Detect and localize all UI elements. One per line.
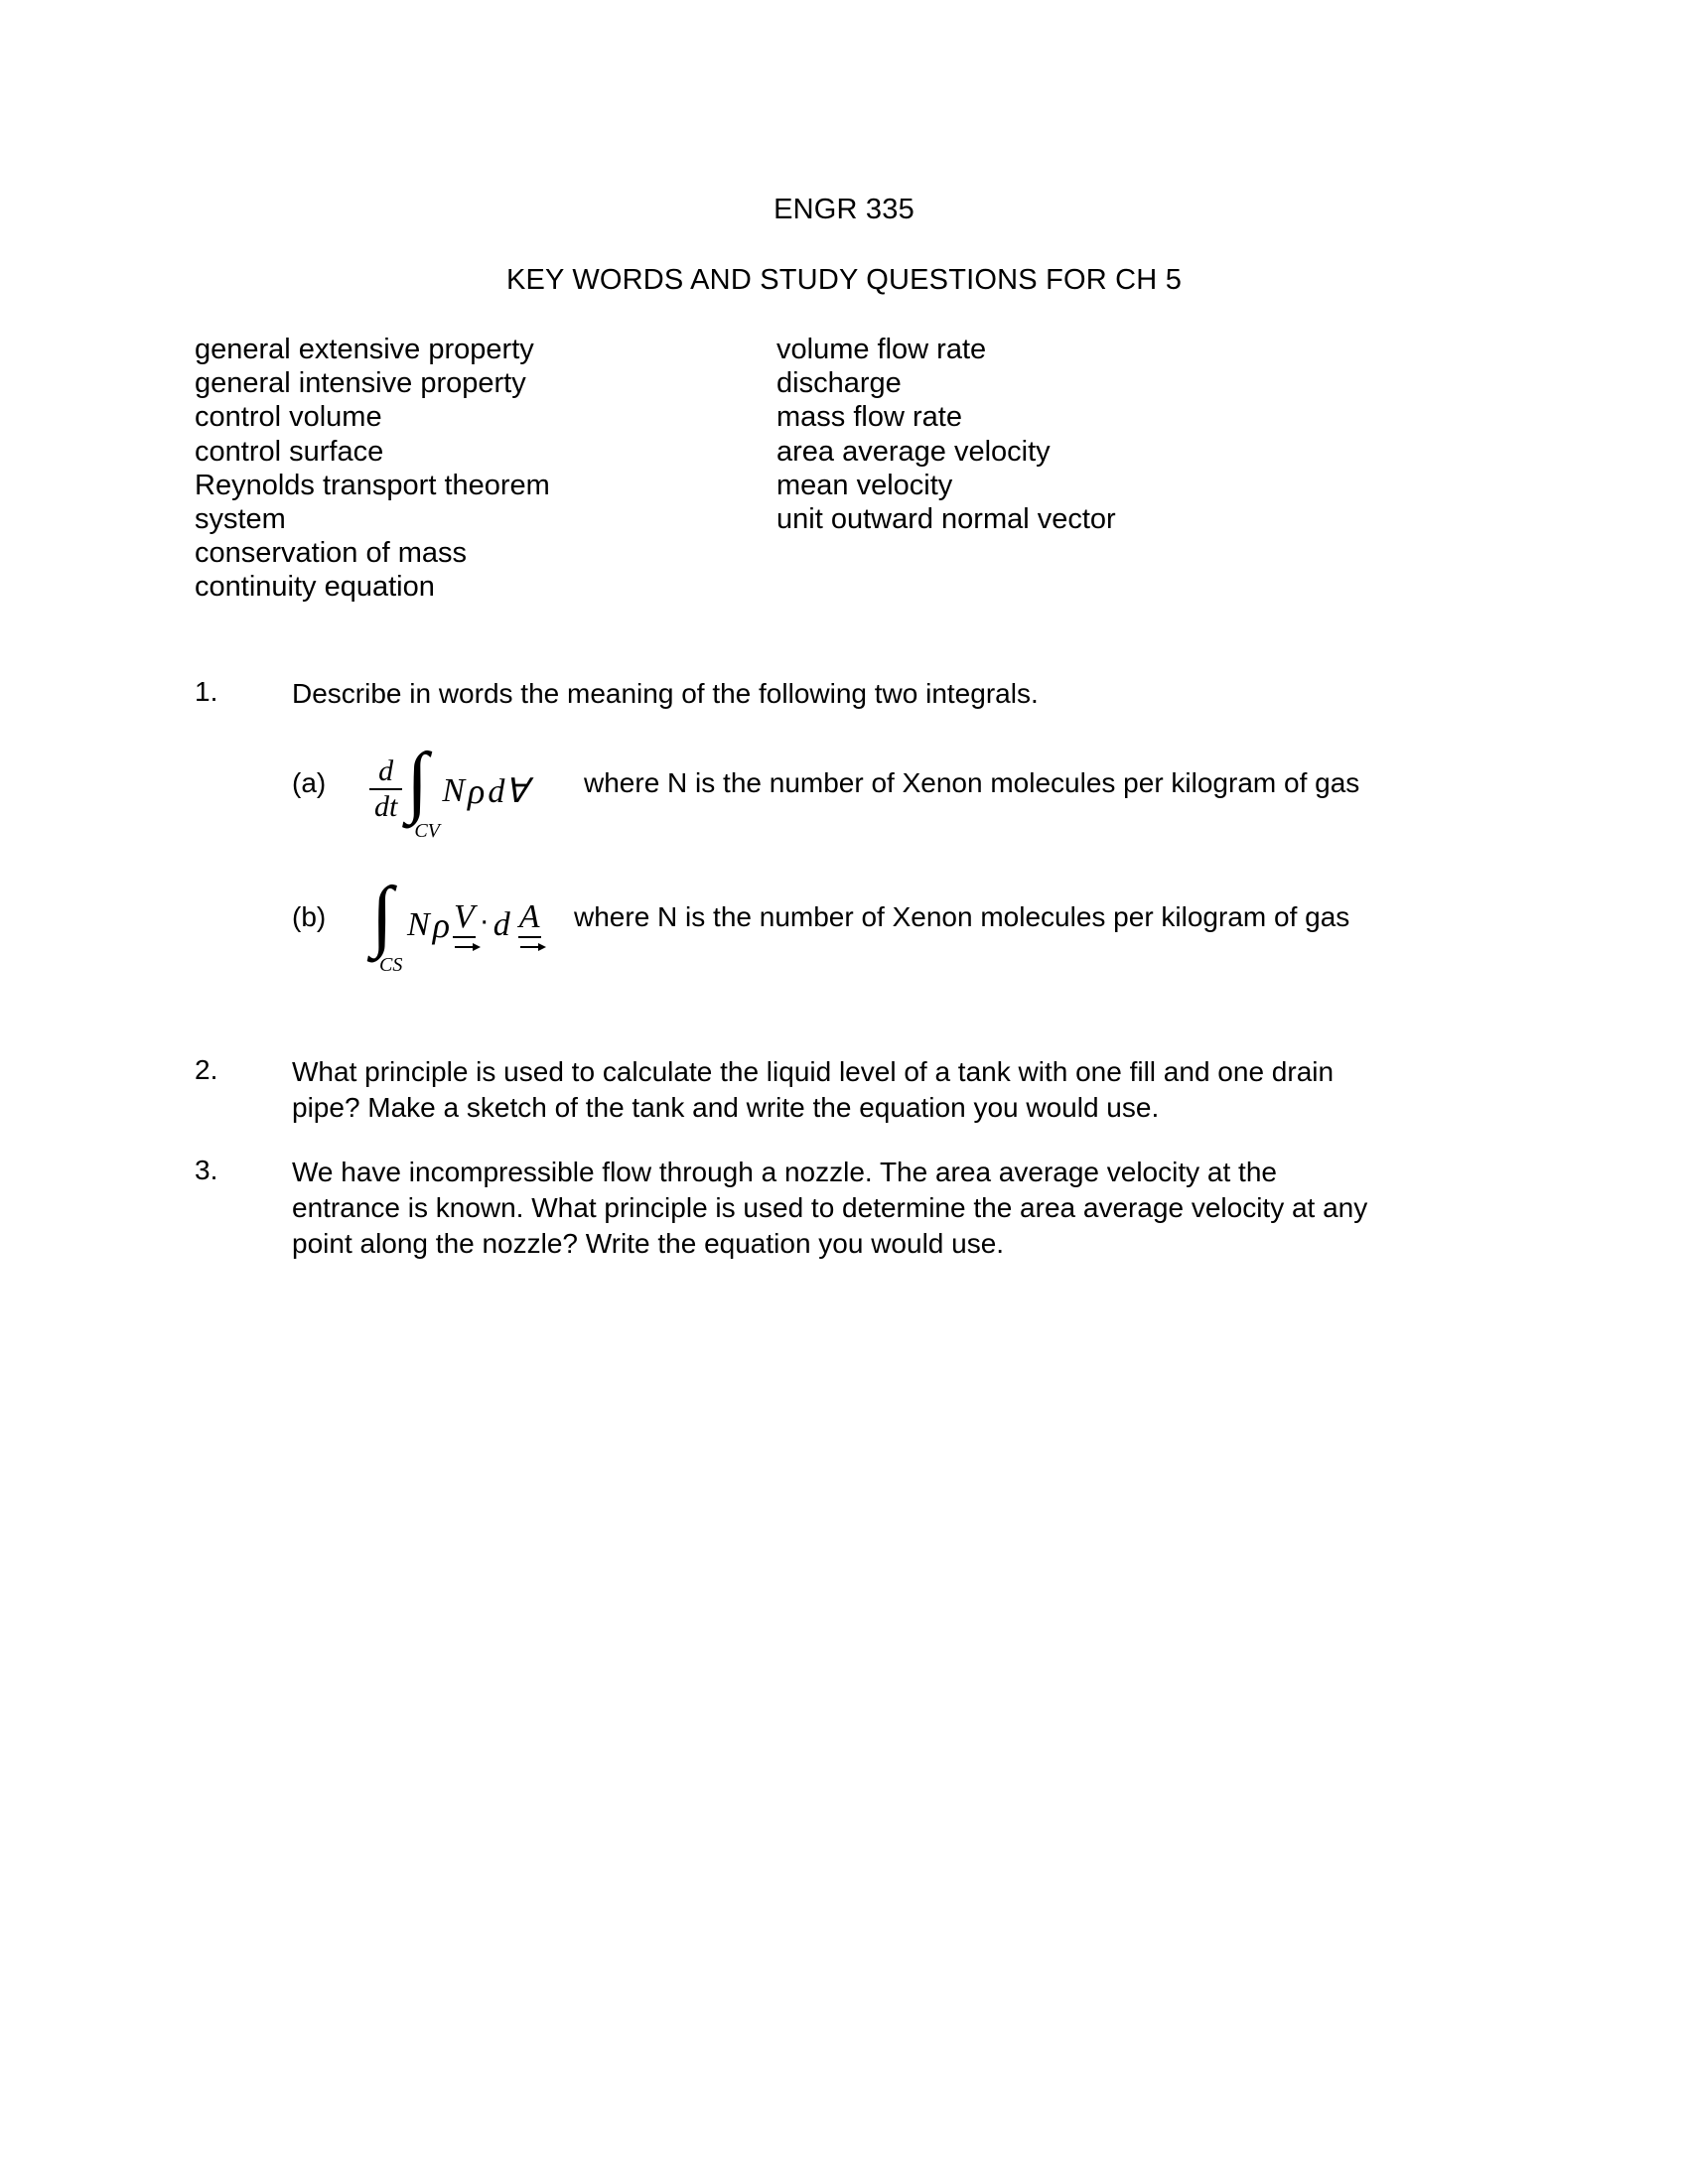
integral-subscript: CS xyxy=(379,954,403,976)
part-note: where N is the number of Xenon molecules per kilogram of gas xyxy=(584,767,1360,798)
keyword-column-right xyxy=(776,333,1116,536)
differential-volume: d∀ xyxy=(488,773,528,810)
density-rho: ρ xyxy=(468,771,486,811)
keyword-item: control surface xyxy=(195,435,384,468)
dot-product-operator: · xyxy=(479,904,490,937)
keyword-item: volume flow rate xyxy=(776,334,987,365)
keyword-item: general intensive property xyxy=(195,367,526,400)
keyword-item: general extensive property xyxy=(195,334,534,365)
fraction-numerator: d xyxy=(378,753,394,787)
keyword-item: mass flow rate xyxy=(776,401,962,434)
keyword-item: discharge xyxy=(776,367,902,400)
part-label: (b) xyxy=(292,901,327,932)
integral-sign-cv xyxy=(406,738,440,842)
question-text xyxy=(292,1054,1334,1126)
keyword-item: system xyxy=(195,503,286,536)
keyword-item: conservation of mass xyxy=(195,537,468,570)
integrand-N: N xyxy=(442,772,466,809)
keyword-item: mean velocity xyxy=(776,469,953,501)
keyword-item: control volume xyxy=(195,401,382,434)
integrand-N: N xyxy=(407,906,430,943)
page-subtitle: KEY WORDS AND STUDY QUESTIONS FOR CH 5 xyxy=(505,264,1183,296)
question-line: Describe in words the meaning of the following two integrals. xyxy=(292,678,1039,709)
vector-area xyxy=(518,898,541,952)
fraction-denominator: dt xyxy=(374,789,398,823)
part-note: where N is the number of Xenon molecules per kilogram of gas xyxy=(574,901,1350,932)
keyword-item: unit outward normal vector xyxy=(776,503,1116,536)
question-line: We have incompressible flow through a nozzle. The area average velocity at the xyxy=(292,1157,1277,1187)
integral-symbol: ∫ xyxy=(406,738,429,825)
formula-integral-cs-flux xyxy=(369,874,541,977)
integral-sign-cs xyxy=(371,872,405,976)
vector-arrow-icon xyxy=(520,942,546,952)
question-line: What principle is used to calculate the liquid level of a tank with one fill and one drain xyxy=(292,1056,1335,1087)
formula-ddt-integral-cv xyxy=(369,740,528,843)
page-title: ENGR 335 xyxy=(774,194,914,225)
keyword-item: continuity equation xyxy=(195,571,435,604)
vector-velocity-letter: V xyxy=(453,898,476,938)
density-rho: ρ xyxy=(432,905,450,945)
question-line: entrance is known. What principle is used to determine the area average velocity at any xyxy=(292,1192,1368,1223)
question-number: 3. xyxy=(195,1155,218,1185)
question-line: point along the nozzle? Write the equation you would use. xyxy=(292,1228,1005,1259)
question-number: 2. xyxy=(195,1054,218,1085)
vector-arrow-icon xyxy=(455,942,481,952)
question-number: 1. xyxy=(195,676,218,707)
keyword-item: Reynolds transport theorem xyxy=(195,469,550,501)
vector-velocity xyxy=(453,898,476,952)
part-label: (a) xyxy=(292,767,327,798)
question-line: pipe? Make a sketch of the tank and write the equation you would use. xyxy=(292,1092,1160,1123)
question-1-part-b xyxy=(195,874,1585,983)
question-1-part-a xyxy=(195,740,1585,849)
question-text xyxy=(292,676,1039,712)
differential-d: d xyxy=(492,906,510,943)
vector-area-letter: A xyxy=(518,898,541,938)
question-text xyxy=(292,1155,1367,1262)
keyword-column-left xyxy=(195,333,550,605)
keyword-item: area average velocity xyxy=(776,435,1051,468)
derivative-fraction xyxy=(369,753,402,823)
integral-symbol: ∫ xyxy=(371,872,393,959)
integral-subscript: CV xyxy=(414,820,440,842)
